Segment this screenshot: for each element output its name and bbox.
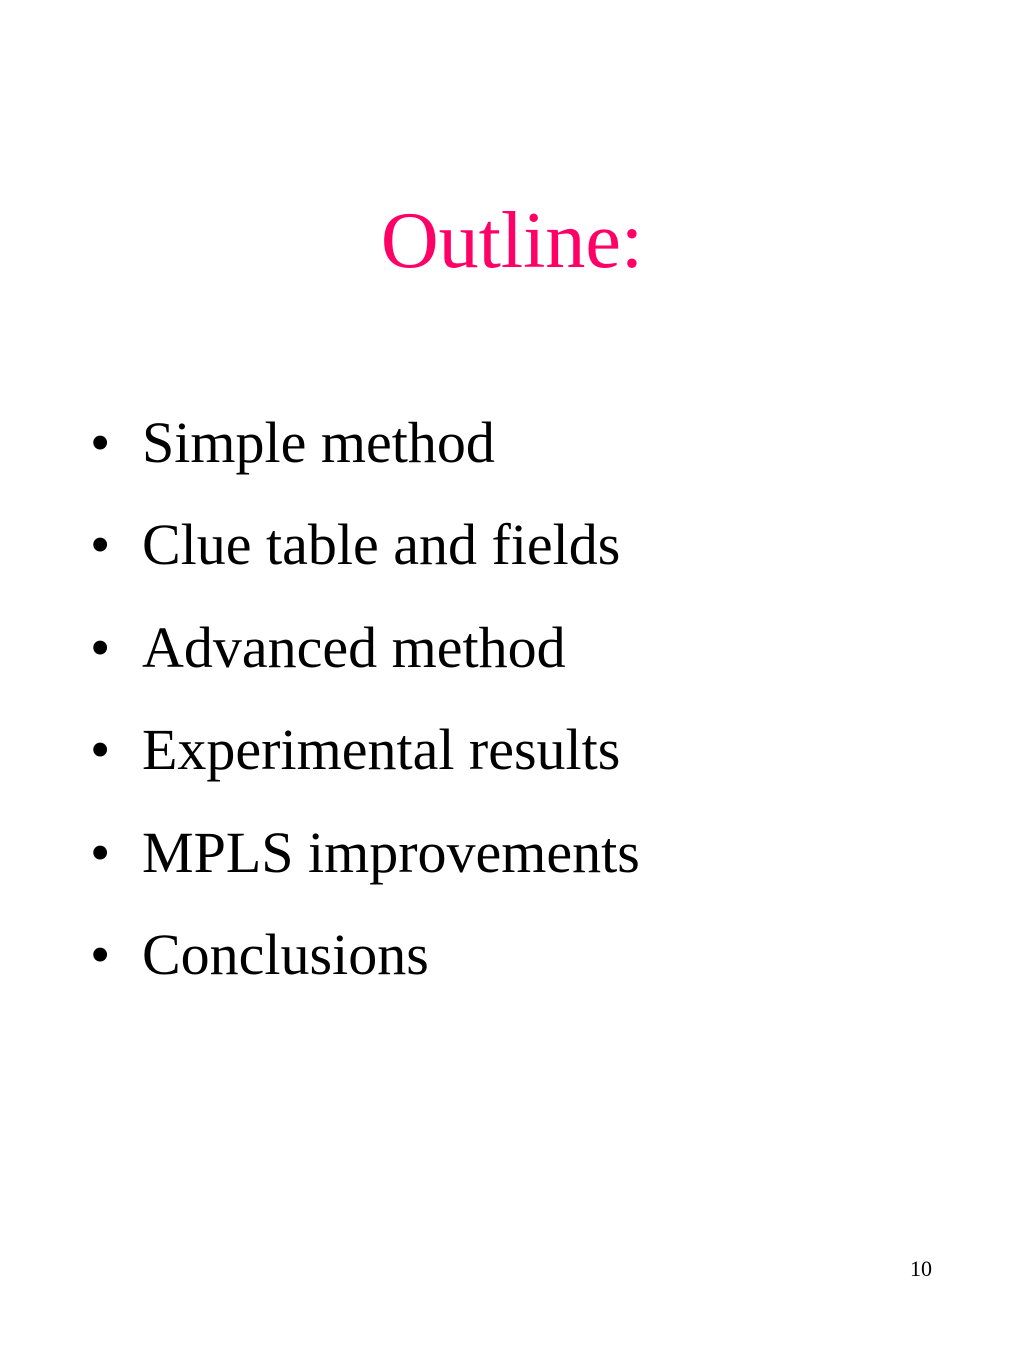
slide-title: Outline: — [380, 197, 644, 285]
list-item — [90, 715, 640, 817]
bullet-icon: • — [90, 614, 111, 680]
list-item — [90, 613, 640, 715]
list-item-label: Advanced method — [142, 614, 566, 680]
bullet-icon: • — [90, 410, 111, 475]
page-number: 10 — [910, 1256, 932, 1281]
list-item — [90, 818, 640, 920]
list-item-label: Experimental results — [142, 717, 621, 783]
list-item — [90, 408, 640, 510]
bullet-icon: • — [90, 921, 111, 987]
list-item-label: MPLS improvements — [142, 819, 640, 885]
list-item-label: Clue table and fields — [142, 512, 621, 578]
list-item — [90, 510, 640, 612]
list-item-label: Conclusions — [142, 921, 429, 987]
outline-list — [90, 408, 640, 1022]
list-item-label: Simple method — [142, 410, 495, 475]
list-item — [90, 920, 640, 1022]
bullet-icon: • — [90, 819, 111, 885]
bullet-icon: • — [90, 512, 111, 578]
bullet-icon: • — [90, 717, 111, 783]
